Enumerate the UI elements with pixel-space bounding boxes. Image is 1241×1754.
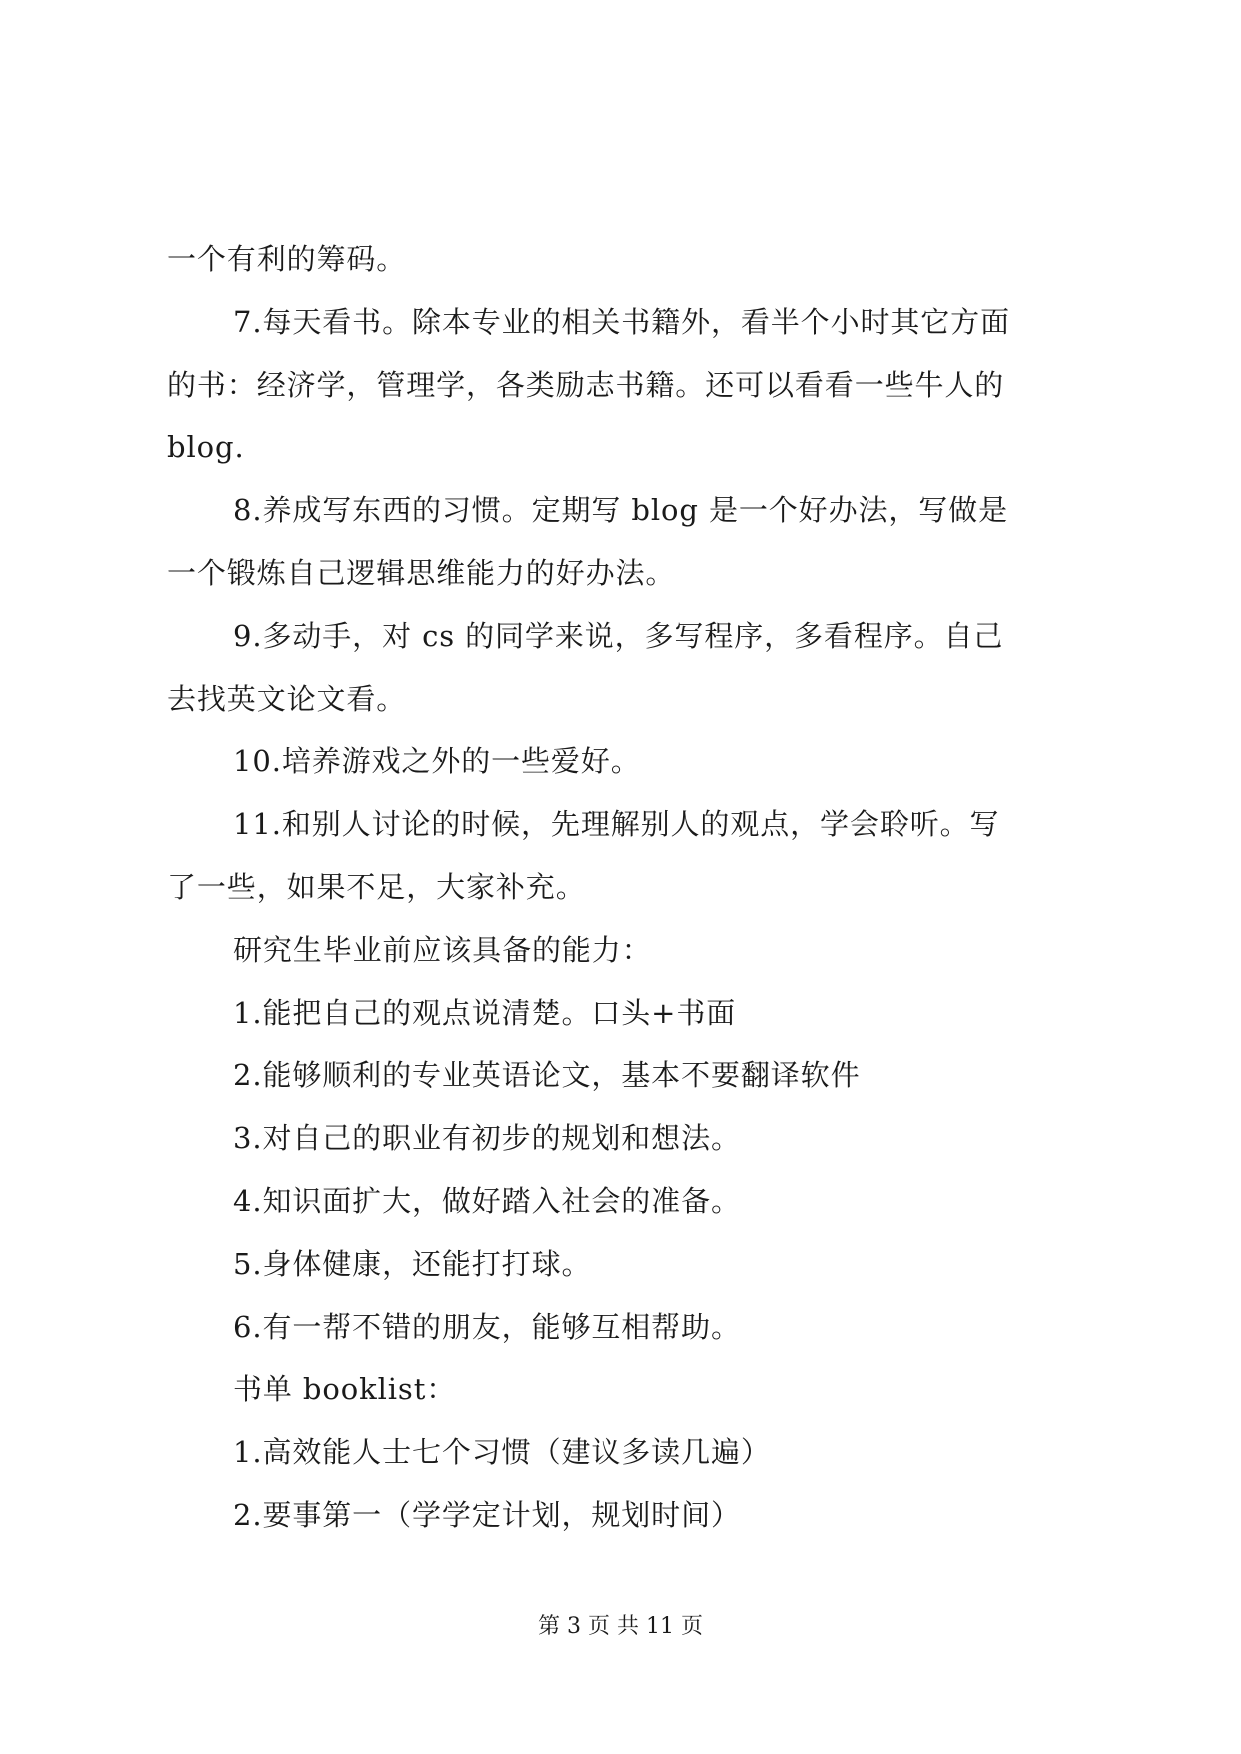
text-line: 研究生毕业前应该具备的能力： xyxy=(233,932,652,967)
text-line: 1.能把自己的观点说清楚。口头+书面 xyxy=(233,995,737,1030)
text-line: 2.要事第一（学学定计划，规划时间） xyxy=(233,1497,741,1532)
text-line: 3.对自己的职业有初步的规划和想法。 xyxy=(233,1121,741,1156)
text-line: 11.和别人讨论的时候，先理解别人的观点，学会聆听。写 xyxy=(233,807,1000,842)
text-line: 5.身体健康，还能打打球。 xyxy=(233,1246,592,1281)
text-line: 去找英文论文看。 xyxy=(167,681,407,716)
text-line: 1.高效能人士七个习惯（建议多读几遍） xyxy=(233,1435,771,1470)
text-line: 6.有一帮不错的朋友，能够互相帮助。 xyxy=(233,1309,741,1344)
text-line: 9.多动手，对 cs 的同学来说，多写程序，多看程序。自己 xyxy=(233,618,1004,653)
text-line: 10.培养游戏之外的一些爱好。 xyxy=(233,744,641,779)
text-line: 2.能够顺利的专业英语论文，基本不要翻译软件 xyxy=(233,1058,861,1093)
text-line: 的书：经济学，管理学，各类励志书籍。还可以看看一些牛人的 xyxy=(167,367,1005,402)
text-line: 4.知识面扩大，做好踏入社会的准备。 xyxy=(233,1183,741,1218)
page-footer: 第 3 页 共 11 页 xyxy=(538,1614,703,1639)
text-line: 7.每天看书。除本专业的相关书籍外，看半个小时其它方面 xyxy=(233,304,1010,339)
text-line: 8.养成写东西的习惯。定期写 blog 是一个好办法，写做是 xyxy=(233,493,1008,528)
text-line: 书单 booklist： xyxy=(233,1372,457,1407)
text-line: 了一些，如果不足，大家补充。 xyxy=(167,869,586,904)
document-body xyxy=(167,228,1087,1547)
text-line: blog. xyxy=(167,430,245,465)
text-line: 一个锻炼自己逻辑思维能力的好办法。 xyxy=(167,555,676,590)
text-line: 一个有利的筹码。 xyxy=(167,242,407,276)
